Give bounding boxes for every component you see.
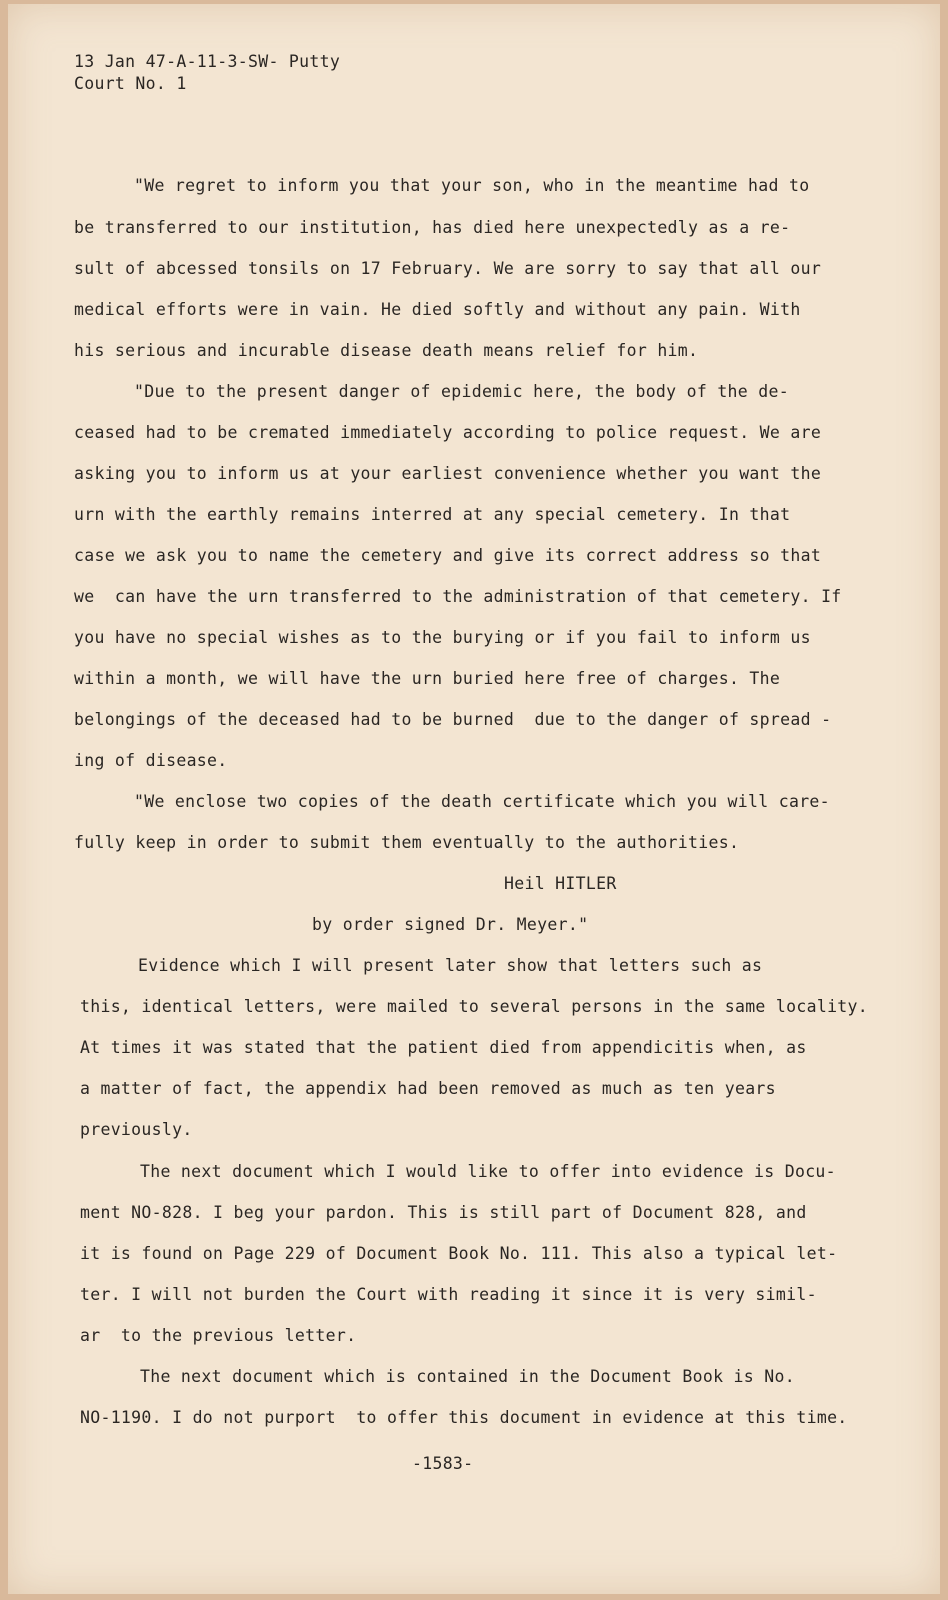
body-line: within a month, we will have the urn buried here free of charges. The [74,669,781,688]
body-line: you have no special wishes as to the burying or if you fail to inform us [74,628,811,647]
body-line: At times it was stated that the patient died from appendicitis when, as [80,1038,807,1057]
body-line: sult of abcessed tonsils on 17 February. We are sorry to say that all our [74,259,822,278]
body-line: we can have the urn transferred to the administration of that cemetery. If [74,587,842,606]
body-line: ing of disease. [74,751,228,770]
body-line: medical efforts were in vain. He died softly and without any pain. With [74,300,801,319]
header-court: Court No. 1 [74,74,187,93]
signature-line: by order signed Dr. Meyer." [312,915,589,934]
body-line: belongings of the deceased had to be burned due to the danger of spread - [74,710,832,729]
body-line: his serious and incurable disease death means relief for him. [74,341,699,360]
body-line: it is found on Page 229 of Document Book No. 111. This also a typical let- [80,1244,838,1263]
body-line: The next document which I would like to offer into evidence is Docu- [140,1162,836,1181]
body-line: ceased had to be cremated immediately according to police request. We are [74,423,822,442]
body-line: be transferred to our institution, has died here unexpectedly as a re- [74,218,791,237]
body-line: "We enclose two copies of the death certificate which you will care- [134,792,830,811]
body-line: urn with the earthly remains interred at any special cemetery. In that [74,505,791,524]
body-line: case we ask you to name the cemetery and give its correct address so that [74,546,822,565]
body-line: this, identical letters, were mailed to several persons in the same locality. [80,997,869,1016]
page-number: -1583- [412,1454,474,1473]
body-line: Evidence which I will present later show that letters such as [138,956,763,975]
body-line: ter. I will not burden the Court with reading it since it is very simil- [80,1285,817,1304]
body-line: "Due to the present danger of epidemic here, the body of the de- [134,382,789,401]
body-line: a matter of fact, the appendix had been removed as much as ten years [80,1079,776,1098]
body-line: asking you to inform us at your earliest convenience whether you want the [74,464,822,483]
body-line: previously. [80,1120,193,1139]
body-line: NO-1190. I do not purport to offer this document in evidence at this time. [80,1408,848,1427]
salutation: Heil HITLER [504,874,617,893]
header-reference: 13 Jan 47-A-11-3-SW- Putty [74,52,341,71]
body-line: fully keep in order to submit them eventually to the authorities. [74,833,740,852]
body-line: ment NO-828. I beg your pardon. This is still part of Document 828, and [80,1203,807,1222]
body-line: ar to the previous letter. [80,1326,357,1345]
body-line: The next document which is contained in the Document Book is No. [140,1367,795,1386]
body-line: "We regret to inform you that your son, who in the meantime had to [134,176,810,195]
document-page [8,4,940,1594]
